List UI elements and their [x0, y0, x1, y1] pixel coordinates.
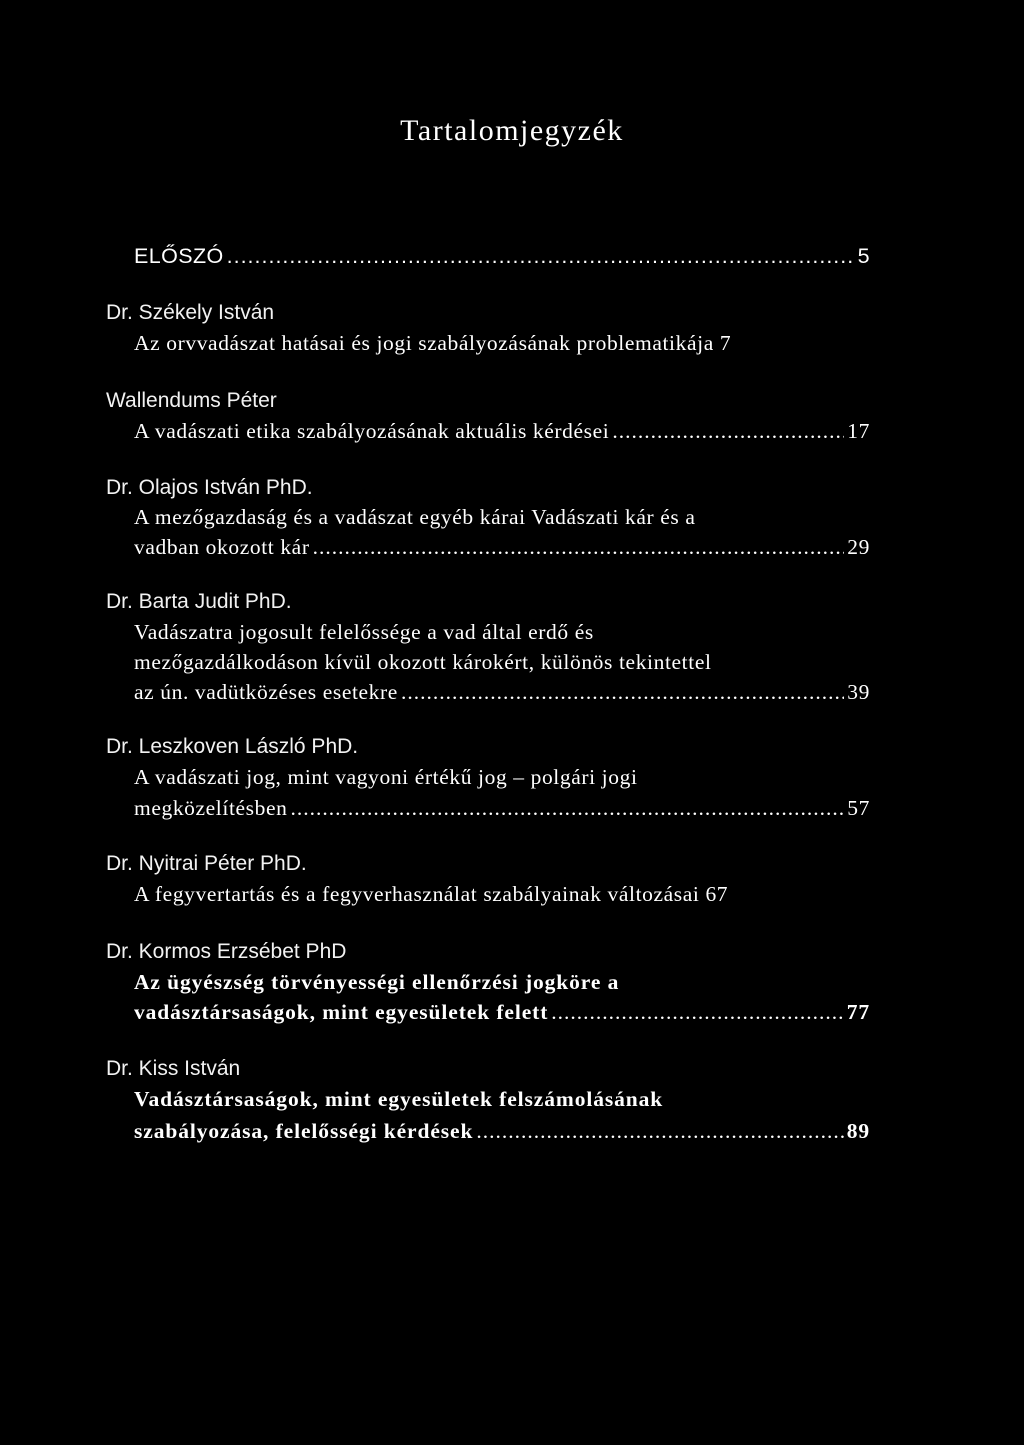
toc-entry-title: ELŐSZÓ	[134, 244, 224, 268]
toc-entry-title: A fegyvertartás és a fegyverhasználat szabályainak változásai 67	[134, 882, 729, 906]
toc-entry-title: A vadászati jog, mint vagyoni értékű jog – polgári jogi	[134, 765, 638, 789]
toc-entry-title: mezőgazdálkodáson kívül okozott károkért, különös tekintettel	[134, 650, 712, 674]
toc-page-number: 89	[846, 1119, 870, 1143]
toc-entry-title-line	[134, 680, 870, 708]
toc-entry-title-line	[134, 650, 870, 678]
toc-entry-title: megközelítésben	[134, 796, 288, 820]
toc-entry-title-line	[134, 331, 870, 359]
toc-page-number: 17	[847, 419, 870, 443]
toc-entry-title-line	[134, 765, 870, 793]
toc-entry-title: vadban okozott kár	[134, 535, 310, 559]
toc-entry-title-line	[134, 419, 870, 447]
toc-entry-title: Az ügyészség törvényességi ellenőrzési jogköre a	[134, 970, 620, 994]
toc-entry-title-line	[134, 796, 870, 824]
page-title: Tartalomjegyzék	[400, 114, 624, 147]
toc-entry-title: A mezőgazdaság és a vadászat egyéb kárai Vadászati kár és a	[134, 505, 696, 529]
dot-leader	[476, 1119, 843, 1144]
toc-entry-title: Az orvvadászat hatásai és jogi szabályozásának problematikája 7	[134, 331, 732, 355]
toc-page-number: 77	[846, 1000, 870, 1024]
toc-page-number: 29	[847, 535, 870, 559]
toc-entry-title: szabályozása, felelősségi kérdések	[134, 1119, 474, 1143]
toc-entry-foreword	[134, 244, 870, 272]
toc-entry-title-line	[134, 1119, 870, 1147]
toc-entry-title: A vadászati etika szabályozásának aktuális kérdései	[134, 419, 610, 443]
toc-page-number: 57	[847, 796, 870, 820]
toc-author: Dr. Kormos Erzsébet PhD	[106, 940, 347, 963]
dot-leader	[612, 419, 844, 444]
dot-leader	[227, 244, 855, 269]
toc-entry-title-line	[134, 535, 870, 563]
toc-entry-title-line	[134, 1087, 870, 1115]
toc-author: Dr. Barta Judit PhD.	[106, 590, 292, 613]
toc-entry-title-line	[134, 620, 870, 648]
dot-leader	[313, 535, 845, 560]
toc-entry-title: vadásztársaságok, mint egyesületek felett	[134, 1000, 549, 1024]
toc-author: Wallendums Péter	[106, 389, 277, 412]
dot-leader	[290, 796, 844, 821]
toc-entry-title: az ún. vadütközéses esetekre	[134, 680, 398, 704]
toc-entry-title-line	[134, 970, 870, 998]
toc-entry-title-line	[134, 1000, 870, 1028]
toc-author: Dr. Nyitrai Péter PhD.	[106, 852, 307, 875]
toc-author: Dr. Leszkoven László PhD.	[106, 735, 359, 758]
dot-leader	[551, 1000, 843, 1025]
toc-entry-title: Vadásztársaságok, mint egyesületek felszámolásának	[134, 1087, 664, 1111]
toc-entry-title: Vadászatra jogosult felelőssége a vad által erdő és	[134, 620, 594, 644]
toc-entry-title-line	[134, 882, 870, 910]
toc-author: Dr. Székely István	[106, 301, 275, 324]
toc-page-number: 5	[857, 244, 870, 268]
toc-entry-title-line	[134, 505, 870, 533]
toc-author: Dr. Olajos István PhD.	[106, 476, 313, 499]
toc-author: Dr. Kiss István	[106, 1057, 241, 1080]
toc-page-number: 39	[847, 680, 870, 704]
dot-leader	[401, 680, 844, 705]
